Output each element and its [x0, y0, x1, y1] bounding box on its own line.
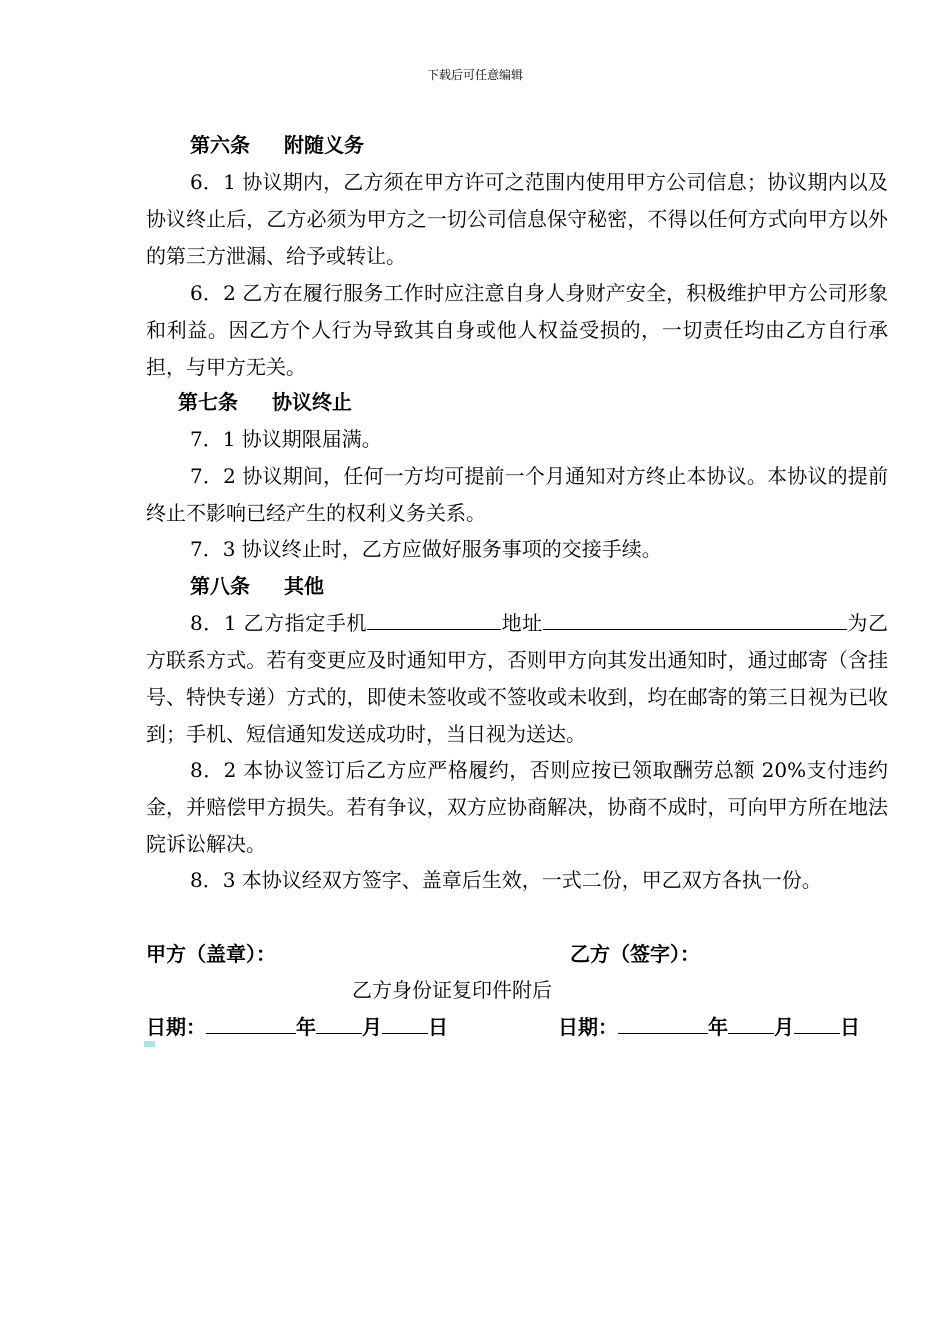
article-6-paragraph-2: 6．2 乙方在履行服务工作时应注意自身人身财产安全，积极维护甲方公司形象和利益。因乙方个人行为导致其自身或他人权益受损的，一切责任均由乙方自行承担，与甲方无关。 — [146, 281, 888, 379]
party-a-month-blank[interactable] — [316, 1011, 362, 1034]
article-8-paragraph-2: 8．2 本协议签订后乙方应严格履约，否则应按已领取酬劳总额 20%支付违约金，并赔偿甲方损失。若有争议，双方应协商解决，协商不成时，可向甲方所在地法院诉讼解决。 — [146, 758, 888, 856]
party-b-date-label: 日期： — [558, 1015, 618, 1039]
article-8-p1-lead: 8．1 乙方指定手机 — [190, 611, 368, 635]
text-cursor-marker — [144, 1041, 155, 1047]
phone-blank[interactable] — [367, 607, 501, 630]
page-header: 下载后可任意编辑 — [426, 68, 523, 82]
article-8-paragraph-3: 8．3 本协议经双方签字、盖章后生效，一式二份，甲乙双方各执一份。 — [190, 868, 822, 892]
article-7-number: 第七条 — [178, 390, 238, 414]
article-7-heading — [178, 384, 352, 421]
party-b-month-label: 月 — [774, 1015, 794, 1039]
party-b-day-label: 日 — [840, 1015, 860, 1039]
article-8-paragraph-1 — [146, 605, 888, 753]
party-b-signature-label: 乙方（签字）： — [570, 942, 700, 966]
article-6-heading — [190, 127, 364, 164]
article-6-title: 附随义务 — [284, 133, 364, 157]
article-7-paragraph-1: 7．1 协议期限届满。 — [190, 427, 382, 451]
article-7-paragraph-3: 7．3 协议终止时，乙方应做好服务事项的交接手续。 — [190, 537, 662, 561]
party-a-day-label: 日 — [428, 1015, 448, 1039]
party-a-date-line — [146, 1009, 448, 1046]
party-a-date-label: 日期： — [146, 1015, 206, 1039]
article-8-p1-rest: 为乙方联系方式。若有变更应及时通知甲方，否则甲方向其发出通知时，通过邮寄（含挂号、特快专递）方式的，即使未签收或不签收或未收到，均在邮寄的第三日视为已收到；手机、短信通知发送成功时，当日视为送达。 — [146, 611, 889, 746]
article-8-title: 其他 — [284, 574, 324, 598]
party-b-year-blank[interactable] — [618, 1011, 708, 1034]
party-a-year-label: 年 — [296, 1015, 316, 1039]
article-8-p1-address-label: 地址 — [501, 611, 543, 635]
article-6-paragraph-1: 6．1 协议期内，乙方须在甲方许可之范围内使用甲方公司信息；协议期内以及协议终止后，乙方必须为甲方之一切公司信息保守秘密，不得以任何方式向甲方以外的第三方泄漏、给予或转让。 — [146, 170, 888, 268]
article-8-heading — [190, 568, 324, 605]
party-a-year-blank[interactable] — [206, 1011, 296, 1034]
article-7-title: 协议终止 — [272, 390, 352, 414]
article-7-paragraph-2: 7．2 协议期间，任何一方均可提前一个月通知对方终止本协议。本协议的提前终止不影响已经产生的权利义务关系。 — [146, 464, 888, 525]
article-8-number: 第八条 — [190, 574, 250, 598]
party-b-date-line — [558, 1009, 860, 1046]
address-blank[interactable] — [543, 607, 847, 630]
party-b-day-blank[interactable] — [794, 1011, 840, 1034]
article-6-number: 第六条 — [190, 133, 250, 157]
party-b-year-label: 年 — [708, 1015, 728, 1039]
id-copy-note: 乙方身份证复印件附后 — [352, 978, 552, 1002]
party-a-seal-label: 甲方（盖章）： — [146, 942, 276, 966]
party-b-month-blank[interactable] — [728, 1011, 774, 1034]
party-a-month-label: 月 — [362, 1015, 382, 1039]
party-a-day-blank[interactable] — [382, 1011, 428, 1034]
